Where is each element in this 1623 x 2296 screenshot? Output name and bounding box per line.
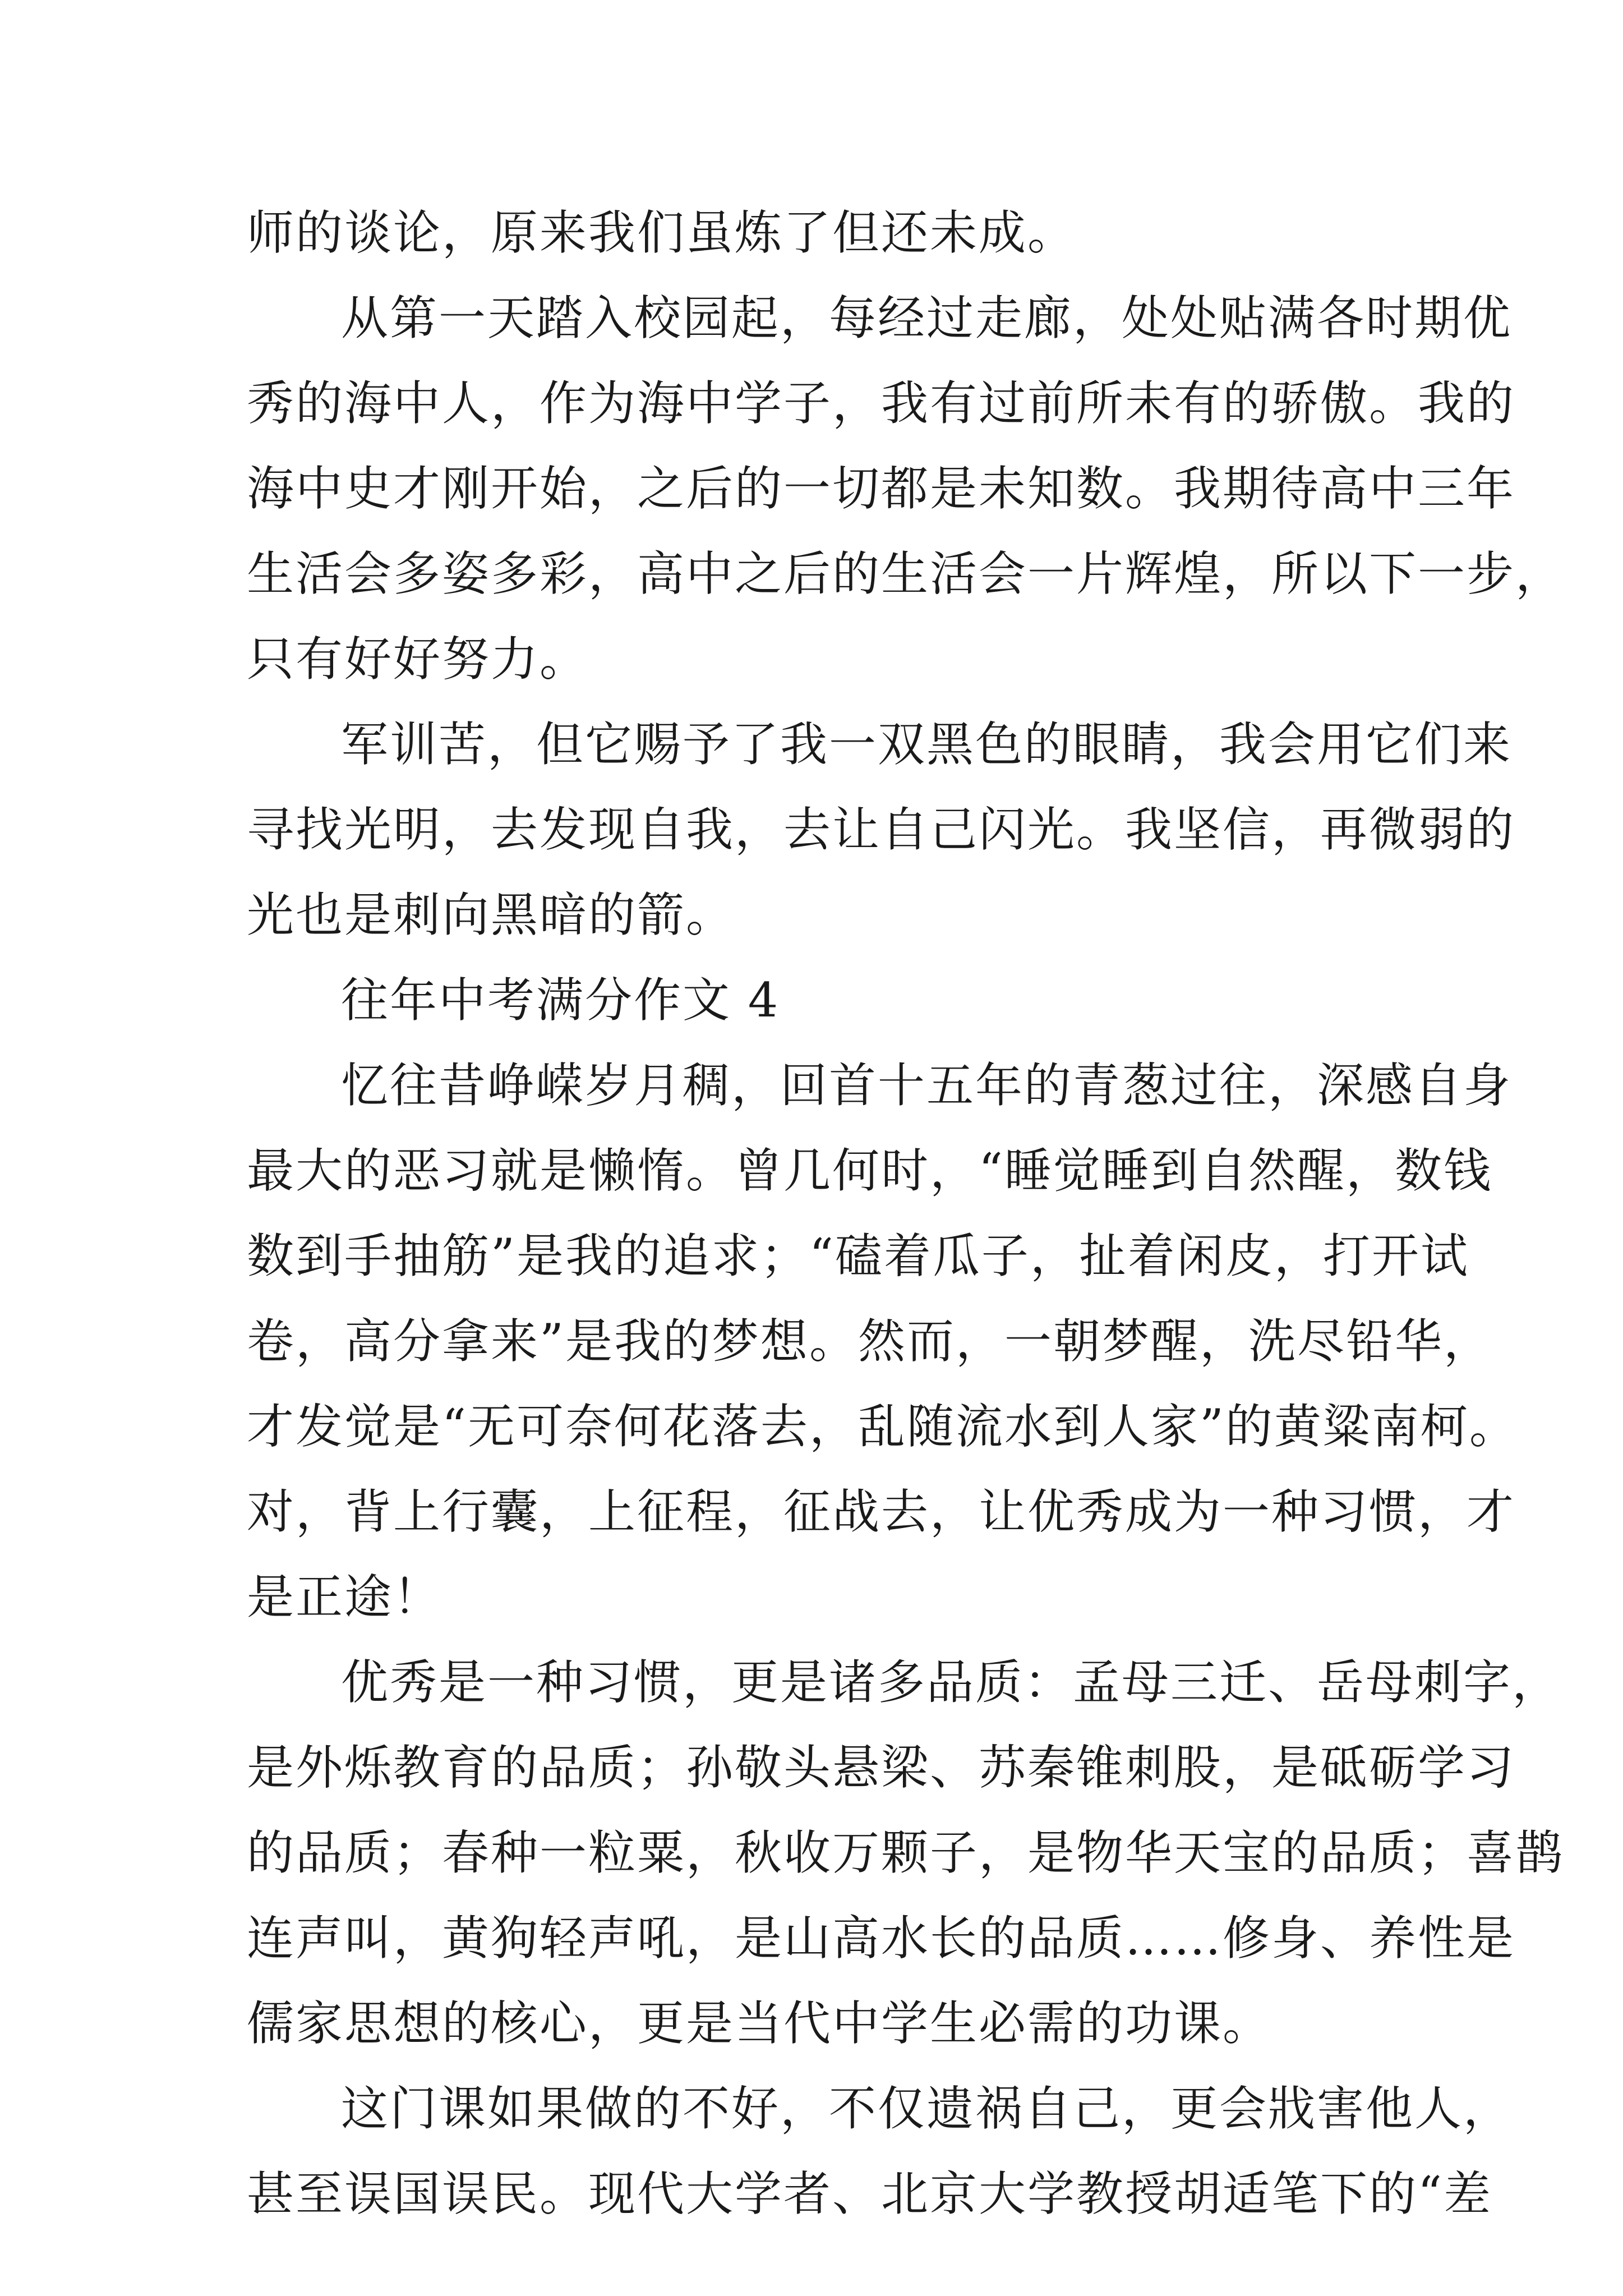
text-line: 数到手抽筋”是我的追求；“磕着瓜子，扯着闲皮，打开试	[247, 1228, 1469, 1283]
text-line: 海中史才刚开始，之后的一切都是未知数。我期待高中三年	[247, 461, 1516, 516]
text-line: 是正途！	[247, 1570, 442, 1625]
text-line: 儒家思想的核心，更是当代中学生必需的功课。	[247, 1996, 1272, 2051]
text-line: 最大的恶习就是懒惰。曾几何时，“睡觉睡到自然醒，数钱	[247, 1143, 1492, 1198]
text-line: 才发觉是“无可奈何花落去，乱随流水到人家”的黄粱南柯。	[247, 1399, 1518, 1454]
text-line: 生活会多姿多彩，高中之后的生活会一片辉煌，所以下一步，	[247, 546, 1565, 601]
text-line: 光也是刺向黑暗的箭。	[247, 887, 735, 942]
text-line: 甚至误国误民。现代大学者、北京大学教授胡适笔下的“差	[247, 2166, 1492, 2221]
text-line: 寻找光明，去发现自我，去让自己闪光。我坚信，再微弱的	[247, 802, 1516, 857]
section-heading: 往年中考满分作文 4	[341, 973, 780, 1028]
text-line: 的品质；春种一粒粟，秋收万颗子，是物华天宝的品质；喜鹊	[247, 1825, 1565, 1880]
text-line: 卷，高分拿来”是我的梦想。然而，一朝梦醒，洗尽铅华，	[247, 1314, 1492, 1369]
text-line: 师的谈论，原来我们虽炼了但还未成。	[247, 205, 1077, 260]
text-line: 是外烁教育的品质；孙敬头悬梁、苏秦锥刺股，是砥砺学习	[247, 1740, 1516, 1795]
paragraph-first-line: 这门课如果做的不好，不仅遗祸自己，更会戕害他人，	[341, 2081, 1513, 2136]
paragraph-first-line: 忆往昔峥嵘岁月稠，回首十五年的青葱过往，深感自身	[341, 1058, 1513, 1113]
text-line: 秀的海中人，作为海中学子，我有过前所未有的骄傲。我的	[247, 376, 1516, 431]
paragraph-first-line: 军训苦，但它赐予了我一双黑色的眼睛，我会用它们来	[341, 717, 1513, 772]
paragraph-first-line: 从第一天踏入校园起，每经过走廊，处处贴满各时期优	[341, 291, 1513, 346]
text-line: 只有好好努力。	[247, 632, 589, 687]
text-line: 对，背上行囊，上征程，征战去，让优秀成为一种习惯，才	[247, 1484, 1516, 1539]
paragraph-first-line: 优秀是一种习惯，更是诸多品质：孟母三迁、岳母刺字，	[341, 1655, 1561, 1710]
text-line: 连声叫，黄狗轻声吼，是山高水长的品质……修身、养性是	[247, 1911, 1516, 1966]
